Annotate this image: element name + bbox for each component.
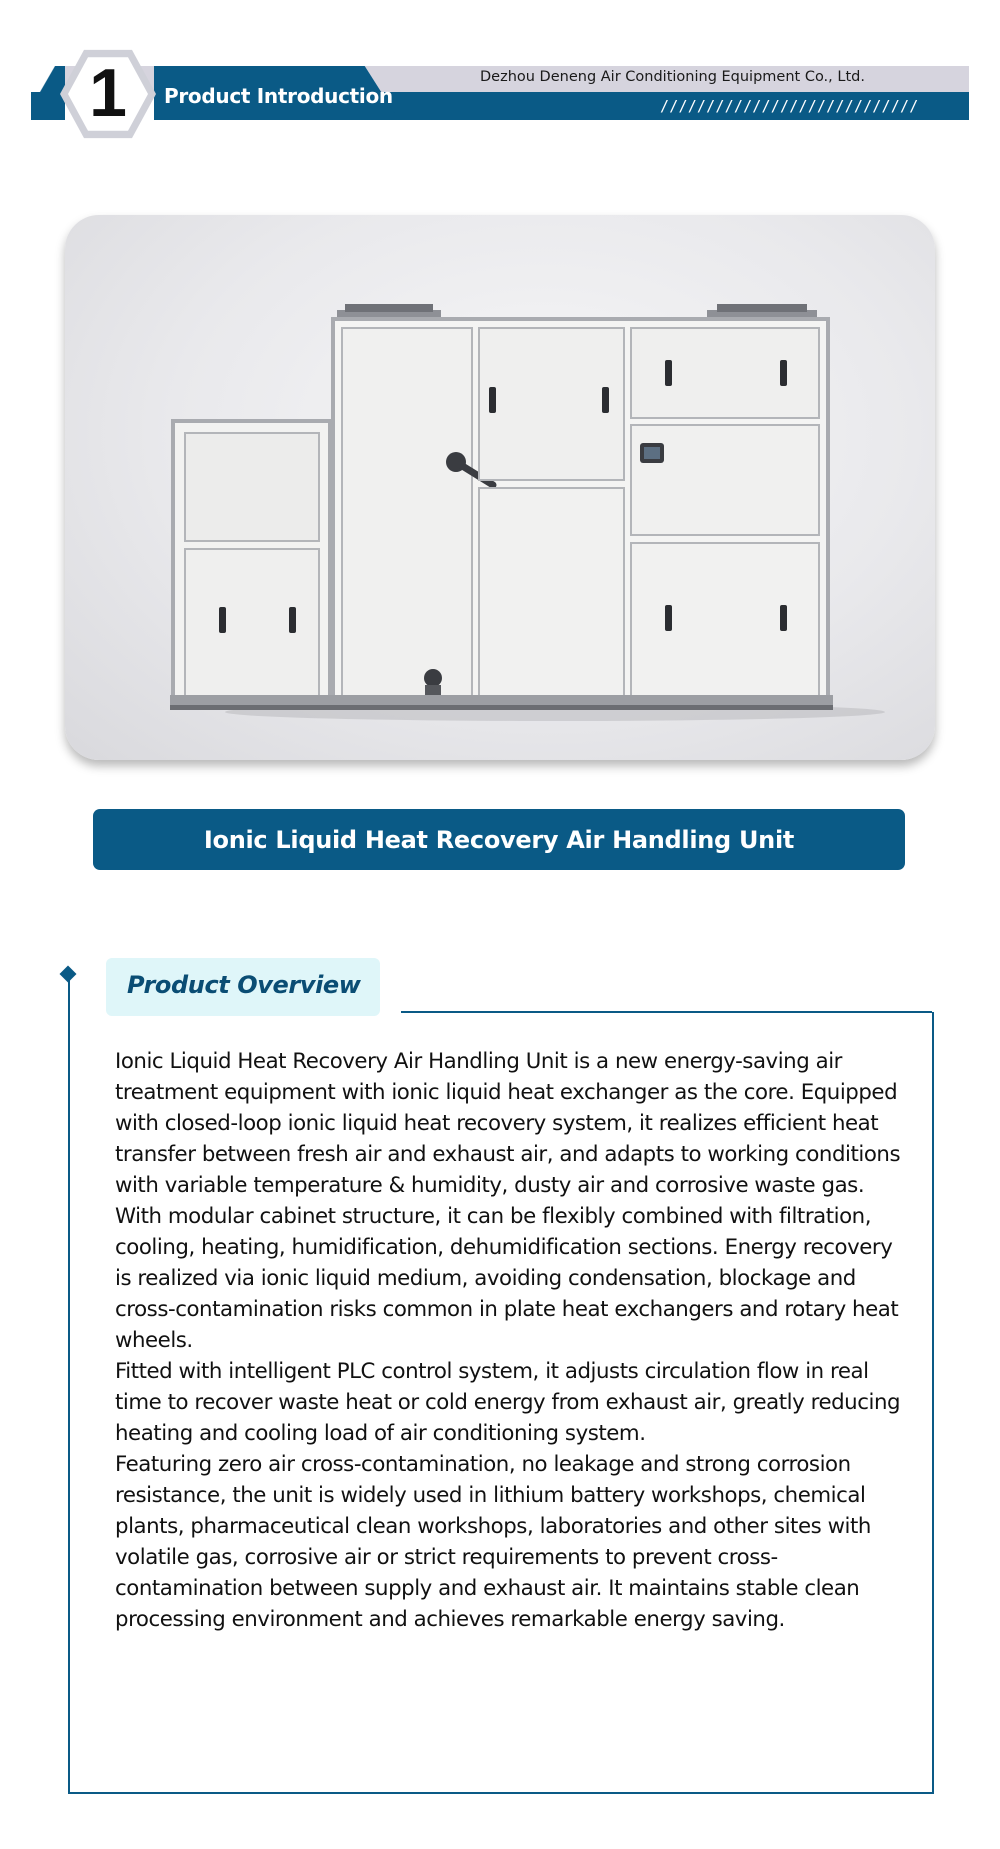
header-left-bar <box>31 92 65 120</box>
overview-heading: Product Overview <box>127 971 361 999</box>
overview-paragraph: With modular cabinet structure, it can be flexibly combined with filtration, cooling, heating, humidification, dehumidification sections. Energy recovery is realized via ionic liquid medium, avoiding condensation, blockage and cross-contamination risks common in plate heat exchangers and rotary heat wheels. <box>115 1204 899 1353</box>
diamond-icon <box>60 966 77 983</box>
overview-body <box>115 1046 905 1635</box>
section-number: 1 <box>89 55 127 131</box>
header-left-accent <box>31 66 65 92</box>
air-handling-unit-icon <box>65 215 935 760</box>
overview-paragraph: Fitted with intelligent PLC control system, it adjusts circulation flow in real time to recover waste heat or cold energy from exhaust air, greatly reducing heating and cooling load of air conditioning system. <box>115 1359 901 1446</box>
section-header <box>0 0 1000 140</box>
overview-paragraph: Ionic Liquid Heat Recovery Air Handling Unit is a new energy-saving air treatment equipment with ionic liquid heat exchanger as the core. Equipped with closed-loop ionic liquid heat recovery system, it realizes efficient heat transfer between fresh air and exhaust air, and adapts to working conditions with variable temperature & humidity, dusty air and corrosive waste gas. <box>115 1049 901 1198</box>
product-photo <box>65 215 935 760</box>
overview-paragraph: Featuring zero air cross-contamination, no leakage and strong corrosion resistance, the unit is widely used in lithium battery workshops, chemical plants, pharmaceutical clean workshops, laboratories and other sites with volatile gas, corrosive air or strict requirements to prevent cross-contamination between supply and exhaust air. It maintains stable clean processing environment and achieves remarkable energy saving. <box>115 1452 871 1632</box>
company-name: Dezhou Deneng Air Conditioning Equipment Co., Ltd. <box>480 69 865 85</box>
section-label: Product Introduction <box>164 84 393 108</box>
product-title: Ionic Liquid Heat Recovery Air Handling Unit <box>203 825 795 854</box>
overview-top-rule <box>401 1011 932 1013</box>
product-title-bar <box>93 809 905 870</box>
header-slash-decoration: //////////////////////////// <box>660 97 919 115</box>
